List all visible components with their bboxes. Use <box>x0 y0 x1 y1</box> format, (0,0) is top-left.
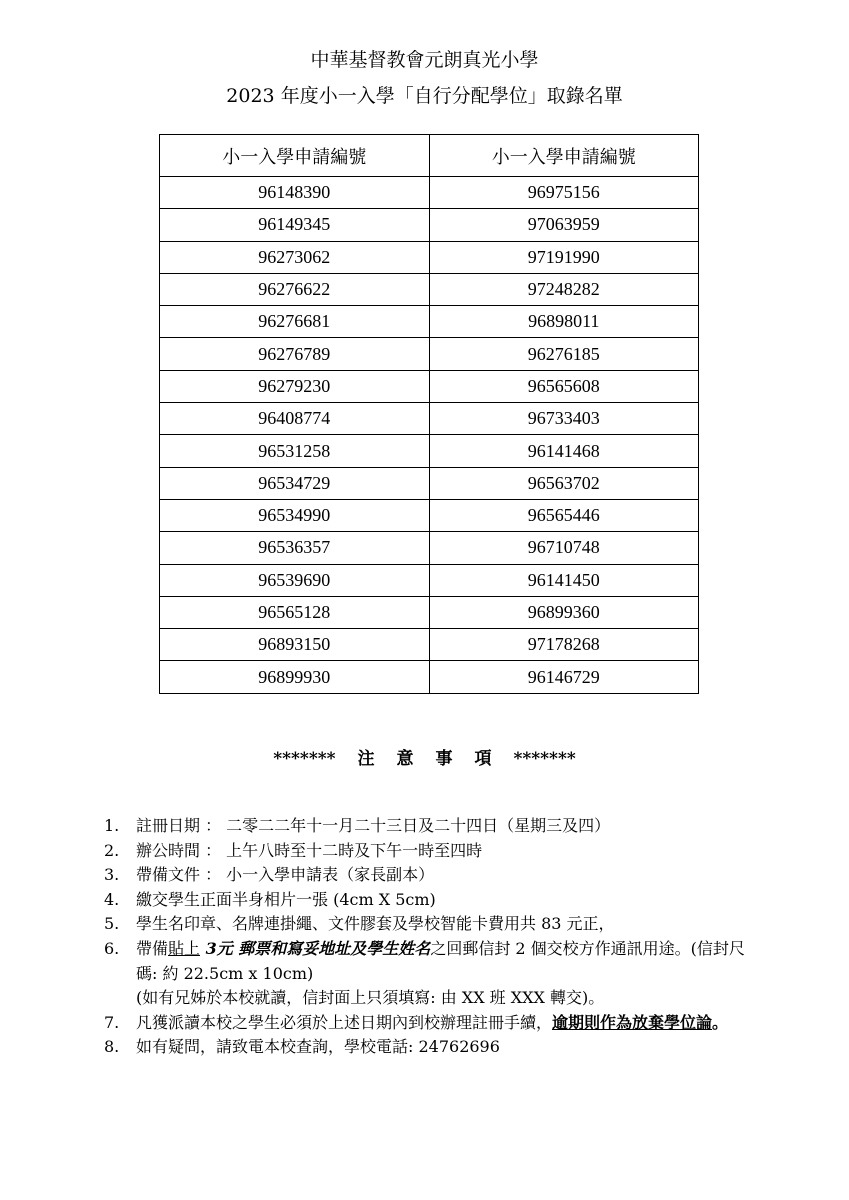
notice-stars-right: ******* <box>513 749 576 769</box>
application-number-cell: 96898011 <box>429 306 699 338</box>
school-name: 中華基督教會元朗真光小學 <box>310 49 539 71</box>
note-number: 2. <box>104 840 120 860</box>
notice-word: 項 <box>474 749 492 769</box>
table-row <box>160 370 699 402</box>
note-text <box>136 1011 764 1036</box>
application-number-cell: 97191990 <box>429 241 699 273</box>
table-row <box>160 532 699 564</box>
application-number-cell: 96276622 <box>160 273 430 305</box>
column-header: 小一入學申請編號 <box>429 135 699 177</box>
application-number-cell: 97178268 <box>429 629 699 661</box>
table-row <box>160 629 699 661</box>
note-item <box>104 1035 764 1060</box>
application-number-cell: 96149345 <box>160 209 430 241</box>
table-row <box>160 209 699 241</box>
application-number-cell: 96733403 <box>429 403 699 435</box>
table-row <box>160 177 699 209</box>
application-number-cell: 96899930 <box>160 661 430 693</box>
table-row <box>160 467 699 499</box>
application-number-cell: 96276185 <box>429 338 699 370</box>
note-number: 7. <box>104 1012 120 1032</box>
table-row <box>160 596 699 628</box>
note-item <box>104 863 764 888</box>
application-number-cell: 96565446 <box>429 499 699 531</box>
table-row <box>160 499 699 531</box>
note-item <box>104 937 764 1011</box>
table-row <box>160 338 699 370</box>
note-text: 帶備文件 ： 小一入學申請表（家長副本） <box>136 865 435 885</box>
table-row <box>160 306 699 338</box>
admission-table <box>159 134 699 694</box>
application-number-cell: 96899360 <box>429 596 699 628</box>
note-text-warning: 逾期則作為放棄學位論 <box>552 1012 713 1032</box>
application-number-cell: 97063959 <box>429 209 699 241</box>
table-row <box>160 564 699 596</box>
application-number-cell: 96408774 <box>160 403 430 435</box>
table-row <box>160 435 699 467</box>
note-text: 學生名印章、名牌連掛繩、文件膠套及學校智能卡費用共 83 元正， <box>136 914 615 934</box>
note-text-emphasis: 3元 郵票和寫妥地址及學生姓名 <box>200 938 431 958</box>
table-header-row <box>160 135 699 177</box>
note-number: 8. <box>104 1037 120 1057</box>
application-number-cell: 96893150 <box>160 629 430 661</box>
application-number-cell: 96710748 <box>429 532 699 564</box>
application-number-cell: 96565608 <box>429 370 699 402</box>
note-item <box>104 912 764 937</box>
note-text: 如有疑問，請致電本校查詢，學校電話: 24762696 <box>136 1037 500 1057</box>
note-text <box>136 937 764 1011</box>
note-text: 辦公時間 ： 上午八時至十二時及下午一時至四時 <box>136 840 483 860</box>
note-number: 3. <box>104 865 120 885</box>
notice-word: 注 <box>357 749 375 769</box>
note-text-part: 帶備 <box>136 938 169 958</box>
note-text-part: 。 <box>712 1012 729 1032</box>
table-body <box>160 177 699 694</box>
application-number-cell: 96146729 <box>429 661 699 693</box>
application-number-cell: 96536357 <box>160 532 430 564</box>
notice-word: 意 <box>396 749 414 769</box>
note-item <box>104 839 764 864</box>
notice-heading <box>0 744 849 769</box>
application-number-cell: 96141450 <box>429 564 699 596</box>
note-text-part: (如有兄姊於本校就讀，信封面上只須填寫: 由 XX 班 XXX 轉交)。 <box>136 988 605 1008</box>
application-number-cell: 96276789 <box>160 338 430 370</box>
note-text-part: 凡獲派讀本校之學生必須於上述日期內到校辦理註冊手續， <box>136 1012 553 1032</box>
note-text: 繳交學生正面半身相片一張 (4cm X 5cm) <box>136 889 436 909</box>
note-item <box>104 888 764 913</box>
application-number-cell: 96534990 <box>160 499 430 531</box>
note-text-underlined: 貼上 <box>168 938 201 958</box>
notice-stars-left: ******* <box>273 749 336 769</box>
application-number-cell: 96276681 <box>160 306 430 338</box>
table-row <box>160 403 699 435</box>
application-number-cell: 96531258 <box>160 435 430 467</box>
note-text-part: 之回郵信封 2 個交校方作通訊用途。(信封尺碼: 約 22.5cm x 10cm) <box>136 938 745 983</box>
note-item <box>104 814 764 839</box>
application-number-cell: 96539690 <box>160 564 430 596</box>
column-header: 小一入學申請編號 <box>160 135 430 177</box>
table-row <box>160 273 699 305</box>
application-number-cell: 96563702 <box>429 467 699 499</box>
note-item <box>104 1011 764 1036</box>
note-text: 註冊日期 ： 二零二二年十一月二十三日及二十四日（星期三及四） <box>136 816 611 835</box>
table-row <box>160 241 699 273</box>
application-number-cell: 96279230 <box>160 370 430 402</box>
application-number-cell: 96534729 <box>160 467 430 499</box>
application-number-cell: 96148390 <box>160 177 430 209</box>
application-number-cell: 96273062 <box>160 241 430 273</box>
note-number: 1. <box>104 816 120 835</box>
notice-word: 事 <box>435 749 453 769</box>
application-number-cell: 96141468 <box>429 435 699 467</box>
table-row <box>160 661 699 693</box>
note-number: 4. <box>104 889 120 909</box>
note-number: 5. <box>104 914 120 934</box>
notes-list <box>104 814 764 1060</box>
note-number: 6. <box>104 938 120 958</box>
application-number-cell: 97248282 <box>429 273 699 305</box>
application-number-cell: 96975156 <box>429 177 699 209</box>
list-title: 2023 年度小一入學「自行分配學位」取錄名單 <box>226 85 623 107</box>
application-number-cell: 96565128 <box>160 596 430 628</box>
